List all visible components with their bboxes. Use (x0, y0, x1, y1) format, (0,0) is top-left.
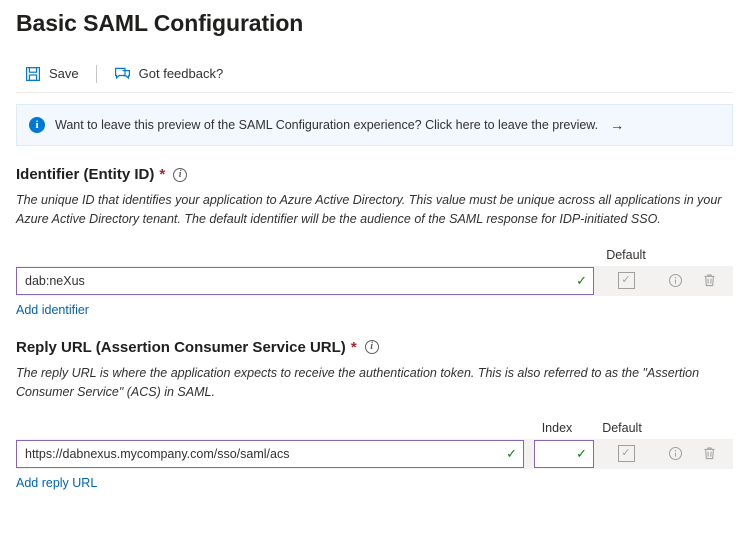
identifier-heading (16, 166, 733, 183)
save-icon (24, 65, 42, 83)
identifier-input[interactable] (16, 267, 594, 295)
identifier-heading-label: Identifier (Entity ID) (16, 166, 155, 183)
reply-url-row (16, 439, 733, 469)
reply-url-index-column-header: Index (541, 420, 573, 435)
reply-url-description: The reply URL is where the application expects to receive the authentication token. This is also referred to as the "Assertion Consumer Service" (ACS) in SAML. (16, 365, 700, 400)
identifier-section (16, 166, 733, 319)
identifier-row-info-icon[interactable] (658, 273, 692, 288)
identifier-description: The unique ID that identifies your application to Azure Active Directory. This value must be unique across all applications in your Azure Active Directory tenant. The default identifier will be the audience of the SAML response for IDP-initiated SSO. (16, 193, 722, 227)
reply-url-section (16, 339, 733, 492)
reply-url-default-checkbox[interactable]: ✓ (618, 445, 635, 462)
reply-url-info-icon[interactable]: i (365, 340, 379, 354)
preview-banner[interactable] (16, 104, 733, 146)
save-button[interactable] (16, 58, 87, 90)
reply-url-index-input[interactable] (534, 440, 594, 468)
add-reply-url-link[interactable]: Add reply URL (16, 475, 98, 490)
command-bar (16, 55, 733, 93)
reply-url-input-value: https://dabnexus.mycompany.com/sso/saml/acs (25, 446, 290, 461)
got-feedback-button[interactable] (106, 58, 232, 90)
reply-url-required-marker: * (350, 338, 357, 356)
reply-url-default-column-header: Default (602, 420, 642, 435)
reply-url-row-info-icon[interactable] (658, 446, 692, 461)
identifier-default-cell (594, 272, 658, 289)
identifier-column-headers (16, 242, 733, 262)
feedback-icon (114, 65, 132, 83)
banner-text: Want to leave this preview of the SAML Configuration experience? Click here to leave the preview. (55, 118, 599, 132)
identifier-required-marker: * (159, 166, 166, 183)
arrow-right-icon[interactable]: → (610, 117, 625, 133)
reply-url-valid-check-icon: ✓ (506, 446, 517, 461)
identifier-default-checkbox[interactable]: ✓ (618, 272, 635, 289)
reply-url-index-check-icon: ✓ (576, 446, 587, 461)
identifier-row (16, 266, 733, 296)
identifier-input-value: dab:neXus (25, 273, 85, 288)
reply-url-input[interactable] (16, 440, 524, 468)
info-icon: i (29, 117, 45, 133)
command-bar-divider (96, 65, 97, 83)
reply-url-delete-icon[interactable] (692, 446, 726, 461)
got-feedback-label: Got feedback? (138, 66, 224, 81)
identifier-delete-icon[interactable] (692, 273, 726, 288)
reply-url-default-cell (594, 445, 658, 462)
identifier-valid-check-icon: ✓ (576, 273, 587, 289)
save-label: Save (49, 66, 79, 81)
add-identifier-link[interactable]: Add identifier (16, 302, 89, 317)
identifier-info-icon[interactable]: i (173, 168, 187, 182)
identifier-default-column-header: Default (606, 247, 646, 262)
reply-url-heading (16, 339, 733, 356)
page-title: Basic SAML Configuration (16, 10, 304, 36)
reply-url-heading-label: Reply URL (Assertion Consumer Service URL) (16, 338, 346, 356)
reply-url-column-headers (16, 415, 733, 435)
